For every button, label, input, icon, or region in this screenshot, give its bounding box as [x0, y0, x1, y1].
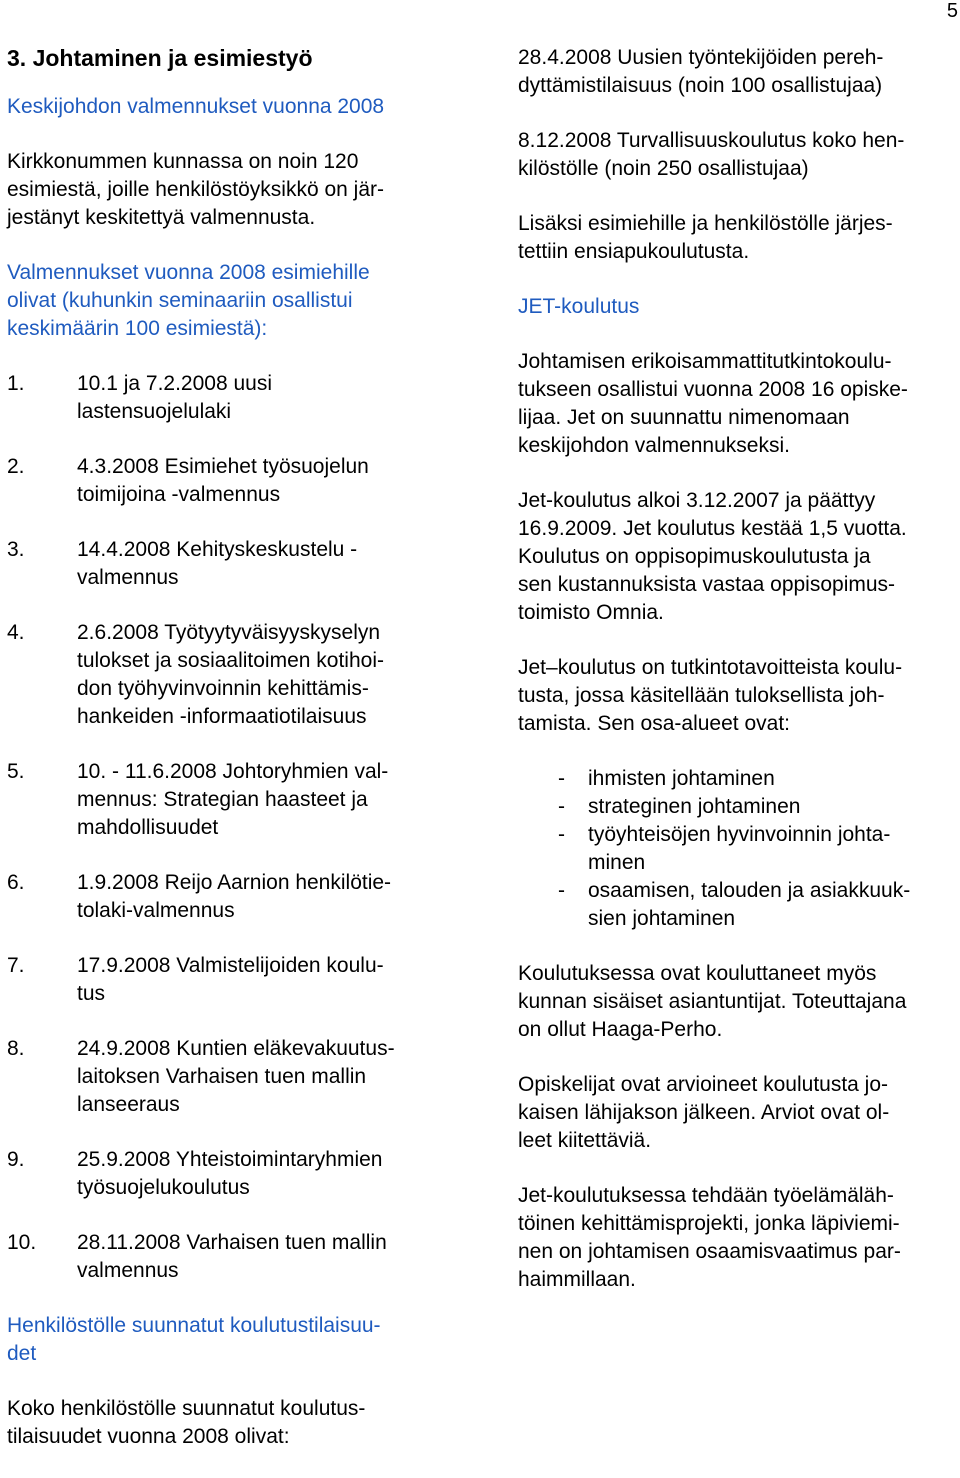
list-item: [518, 877, 958, 933]
list-dash: -: [558, 879, 565, 902]
list-text: 4.3.2008 Esimiehet työsuojelun toimijoina -valmennus: [77, 455, 369, 506]
list-text: ihmisten johtaminen: [588, 767, 775, 790]
jet-areas-list: [518, 765, 958, 933]
list-item: [7, 619, 447, 731]
list-item: [7, 453, 447, 509]
list-text: 10.1 ja 7.2.2008 uusi lastensuojelulaki: [77, 372, 272, 423]
list-dash: -: [558, 795, 565, 818]
subheading-management-training: Keskijohdon valmennukset vuonna 2008: [7, 95, 385, 118]
list-item: [7, 1146, 447, 1202]
jet-paragraph-5: Opiskelijat ovat arvioineet koulutusta jo- kaisen lähijakson jälkeen. Arviot ovat ol- leet kiitettäviä.: [518, 1073, 890, 1152]
list-item: [518, 821, 958, 877]
list-number: 8.: [7, 1037, 25, 1060]
list-text: strateginen johtaminen: [588, 795, 801, 818]
list-item: [518, 793, 958, 821]
list-item: [7, 1035, 447, 1119]
first-aid-paragraph: Lisäksi esimiehille ja henkilöstölle järjes- tettiin ensiapukoulutusta.: [518, 212, 893, 263]
list-number: 9.: [7, 1148, 25, 1171]
jet-paragraph-6: Jet-koulutuksessa tehdään työelämäläh- töinen kehittämisprojekti, jonka läpiviemi- nen on johtamisen osaamisvaatimus par- haimmillaan.: [518, 1184, 901, 1291]
jet-paragraph-3: Jet–koulutus on tutkintotavoitteista koulu- tusta, jossa käsitellään tuloksellista joh- tamista. Sen osa-alueet ovat:: [518, 656, 903, 735]
list-number: 10.: [7, 1231, 37, 1254]
staff-training-intro: Koko henkilöstölle suunnatut koulutus- tilaisuudet vuonna 2008 olivat:: [7, 1397, 366, 1448]
list-number: 4.: [7, 621, 25, 644]
staff-event-safety: 8.12.2008 Turvallisuuskoulutus koko hen- kilöstölle (noin 250 osallistujaa): [518, 129, 905, 180]
list-text: 17.9.2008 Valmistelijoiden koulu- tus: [77, 954, 384, 1005]
list-item: [518, 765, 958, 793]
jet-heading: JET-koulutus: [518, 295, 640, 318]
list-text: 2.6.2008 Työtyytyväisyyskyselyn tulokset ja sosiaalitoimen kotihoi- don työhyvinvoinnin kehittämis- hankeiden -informaatiotilaisuus: [77, 621, 384, 728]
list-number: 3.: [7, 538, 25, 561]
list-dash: -: [558, 767, 565, 790]
training-events-list: [7, 370, 447, 1285]
jet-paragraph-4: Koulutuksessa ovat kouluttaneet myös kunnan sisäiset asiantuntijat. Toteuttajana on ollut Haaga-Perho.: [518, 962, 907, 1041]
page-number: 5: [946, 0, 958, 22]
list-number: 2.: [7, 455, 25, 478]
trainings-intro: Valmennukset vuonna 2008 esimiehille olivat (kuhunkin seminaariin osallistui keskimäärin 100 esimiestä):: [7, 261, 370, 340]
jet-paragraph-2: Jet-koulutus alkoi 3.12.2007 ja päättyy 16.9.2009. Jet koulutus kestää 1,5 vuotta. Koulutus on oppisopimuskoulutusta ja sen kustannuksista vastaa oppisopimus- toimisto Omnia.: [518, 489, 907, 624]
list-number: 5.: [7, 760, 25, 783]
list-number: 6.: [7, 871, 25, 894]
list-text: osaamisen, talouden ja asiakkuuk- sien johtaminen: [588, 879, 911, 930]
list-item: [7, 869, 447, 925]
subheading-staff-training: Henkilöstölle suunnatut koulutustilaisuu- det: [7, 1314, 381, 1365]
list-item: [7, 758, 447, 842]
list-item: [7, 1229, 447, 1285]
list-text: 28.11.2008 Varhaisen tuen mallin valmennus: [77, 1231, 387, 1282]
right-column: [518, 44, 958, 1321]
list-text: 25.9.2008 Yhteistoimintaryhmien työsuojelukoulutus: [77, 1148, 383, 1199]
list-item: [7, 536, 447, 592]
section-heading: 3. Johtaminen ja esimiestyö: [7, 45, 313, 71]
list-text: 1.9.2008 Reijo Aarnion henkilötie- tolaki-valmennus: [77, 871, 392, 922]
left-column: [7, 44, 447, 1478]
list-dash: -: [558, 823, 565, 846]
staff-event-orientation: 28.4.2008 Uusien työntekijöiden pereh- dyttämistilaisuus (noin 100 osallistujaa): [518, 46, 884, 97]
jet-paragraph-1: Johtamisen erikoisammattitutkintokoulu- tukseen osallistui vuonna 2008 16 opiske- lijaa. Jet on suunnattu nimenomaan keskijohdon valmennukseksi.: [518, 350, 908, 457]
list-text: 14.4.2008 Kehityskeskustelu - valmennus: [77, 538, 358, 589]
list-number: 7.: [7, 954, 25, 977]
list-item: [7, 370, 447, 426]
intro-paragraph: Kirkkonummen kunnassa on noin 120 esimiestä, joille henkilöstöyksikkö on jär- jestänyt keskitettyä valmennusta.: [7, 150, 384, 229]
list-number: 1.: [7, 372, 25, 395]
list-text: 10. - 11.6.2008 Johtoryhmien val- mennus: Strategian haasteet ja mahdollisuudet: [77, 760, 389, 839]
list-text: 24.9.2008 Kuntien eläkevakuutus- laitoksen Varhaisen tuen mallin lanseeraus: [77, 1037, 395, 1116]
list-text: työyhteisöjen hyvinvoinnin johta- minen: [588, 823, 891, 874]
list-item: [7, 952, 447, 1008]
